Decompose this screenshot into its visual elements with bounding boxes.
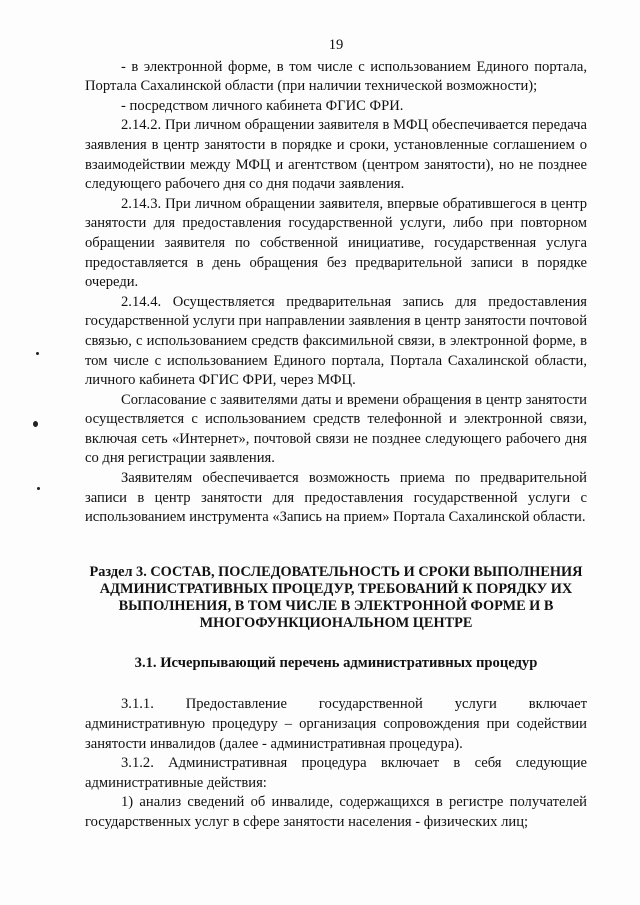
paragraph-3-1-1: 3.1.1. Предоставление государственной услуги включает административную процедуру – организация сопровождения при содействии занятости инвалидов (далее - административная процедура).	[85, 696, 587, 752]
paragraph-2-14-4: 2.14.4. Осуществляется предварительная запись для предоставления государственной услуги при направлении заявления в центр занятости почтовой связью, с использованием средств факсимильной связи, в электронной форме, в том числе с использованием Единого портала, Портала Сахалинской области, личного кабинета ФГИС ФРИ, через МФЦ.	[85, 293, 587, 389]
margin-dot	[37, 487, 40, 490]
paragraph-2-14-2: 2.14.2. При личном обращении заявителя в МФЦ обеспечивается передача заявления в центр занятости в порядке и сроки, установленные соглашением о взаимодействии между МФЦ и агентством (центром занятости), но не позднее следующего рабочего дня со дня подачи заявления.	[85, 117, 587, 193]
paragraph-3-1-2: 3.1.2. Административная процедура включает в себя следующие административные действия:	[85, 755, 587, 791]
margin-dot	[33, 421, 38, 427]
paragraph-preregistration: Заявителям обеспечивается возможность приема по предварительной записи в центр занятости для предоставления государственной услуги с использованием инструмента «Запись на прием» Портала Сахалинской области.	[85, 470, 587, 526]
subsection-title: 3.1. Исчерпывающий перечень административных процедур	[134, 654, 538, 671]
paragraph-list-item-1: 1) анализ сведений об инвалиде, содержащихся в регистре получателей государственных услуг в сфере занятости населения - физических лиц;	[85, 794, 587, 830]
paragraph-electronic-form: - в электронной форме, в том числе с использованием Единого портала, Портала Сахалинской области (при наличии технической возможности);	[85, 58, 587, 95]
margin-dot	[36, 352, 39, 355]
section-title: Раздел 3. СОСТАВ, ПОСЛЕДОВАТЕЛЬНОСТЬ И СРОКИ ВЫПОЛНЕНИЯ АДМИНИСТРАТИВНЫХ ПРОЦЕДУР, ТРЕБОВАНИЙ К ПОРЯДКУ ИХ ВЫПОЛНЕНИЯ, В ТОМ ЧИСЛЕ В ЭЛЕКТРОННОЙ ФОРМЕ И В МНОГОФУНКЦИОНАЛЬНОМ ЦЕНТРЕ	[89, 563, 583, 631]
paragraph-coordination: Согласование с заявителями даты и времени обращения в центр занятости осуществляется с использованием средств телефонной и электронной связи, включая сеть «Интернет», почтовой связи не позднее следующего рабочего дня со дня регистрации заявления.	[85, 391, 587, 467]
page-number: 19	[328, 37, 344, 53]
paragraph-2-14-3: 2.14.3. При личном обращении заявителя, впервые обратившегося в центр занятости для предоставления государственной услуги, либо при повторном обращении заявителя по собственной инициативе, государственная услуга предоставляется в день обращения без предварительной записи в порядке очереди.	[85, 195, 587, 291]
paragraph-personal-cabinet: - посредством личного кабинета ФГИС ФРИ.	[121, 97, 404, 114]
document-body	[85, 36, 587, 833]
